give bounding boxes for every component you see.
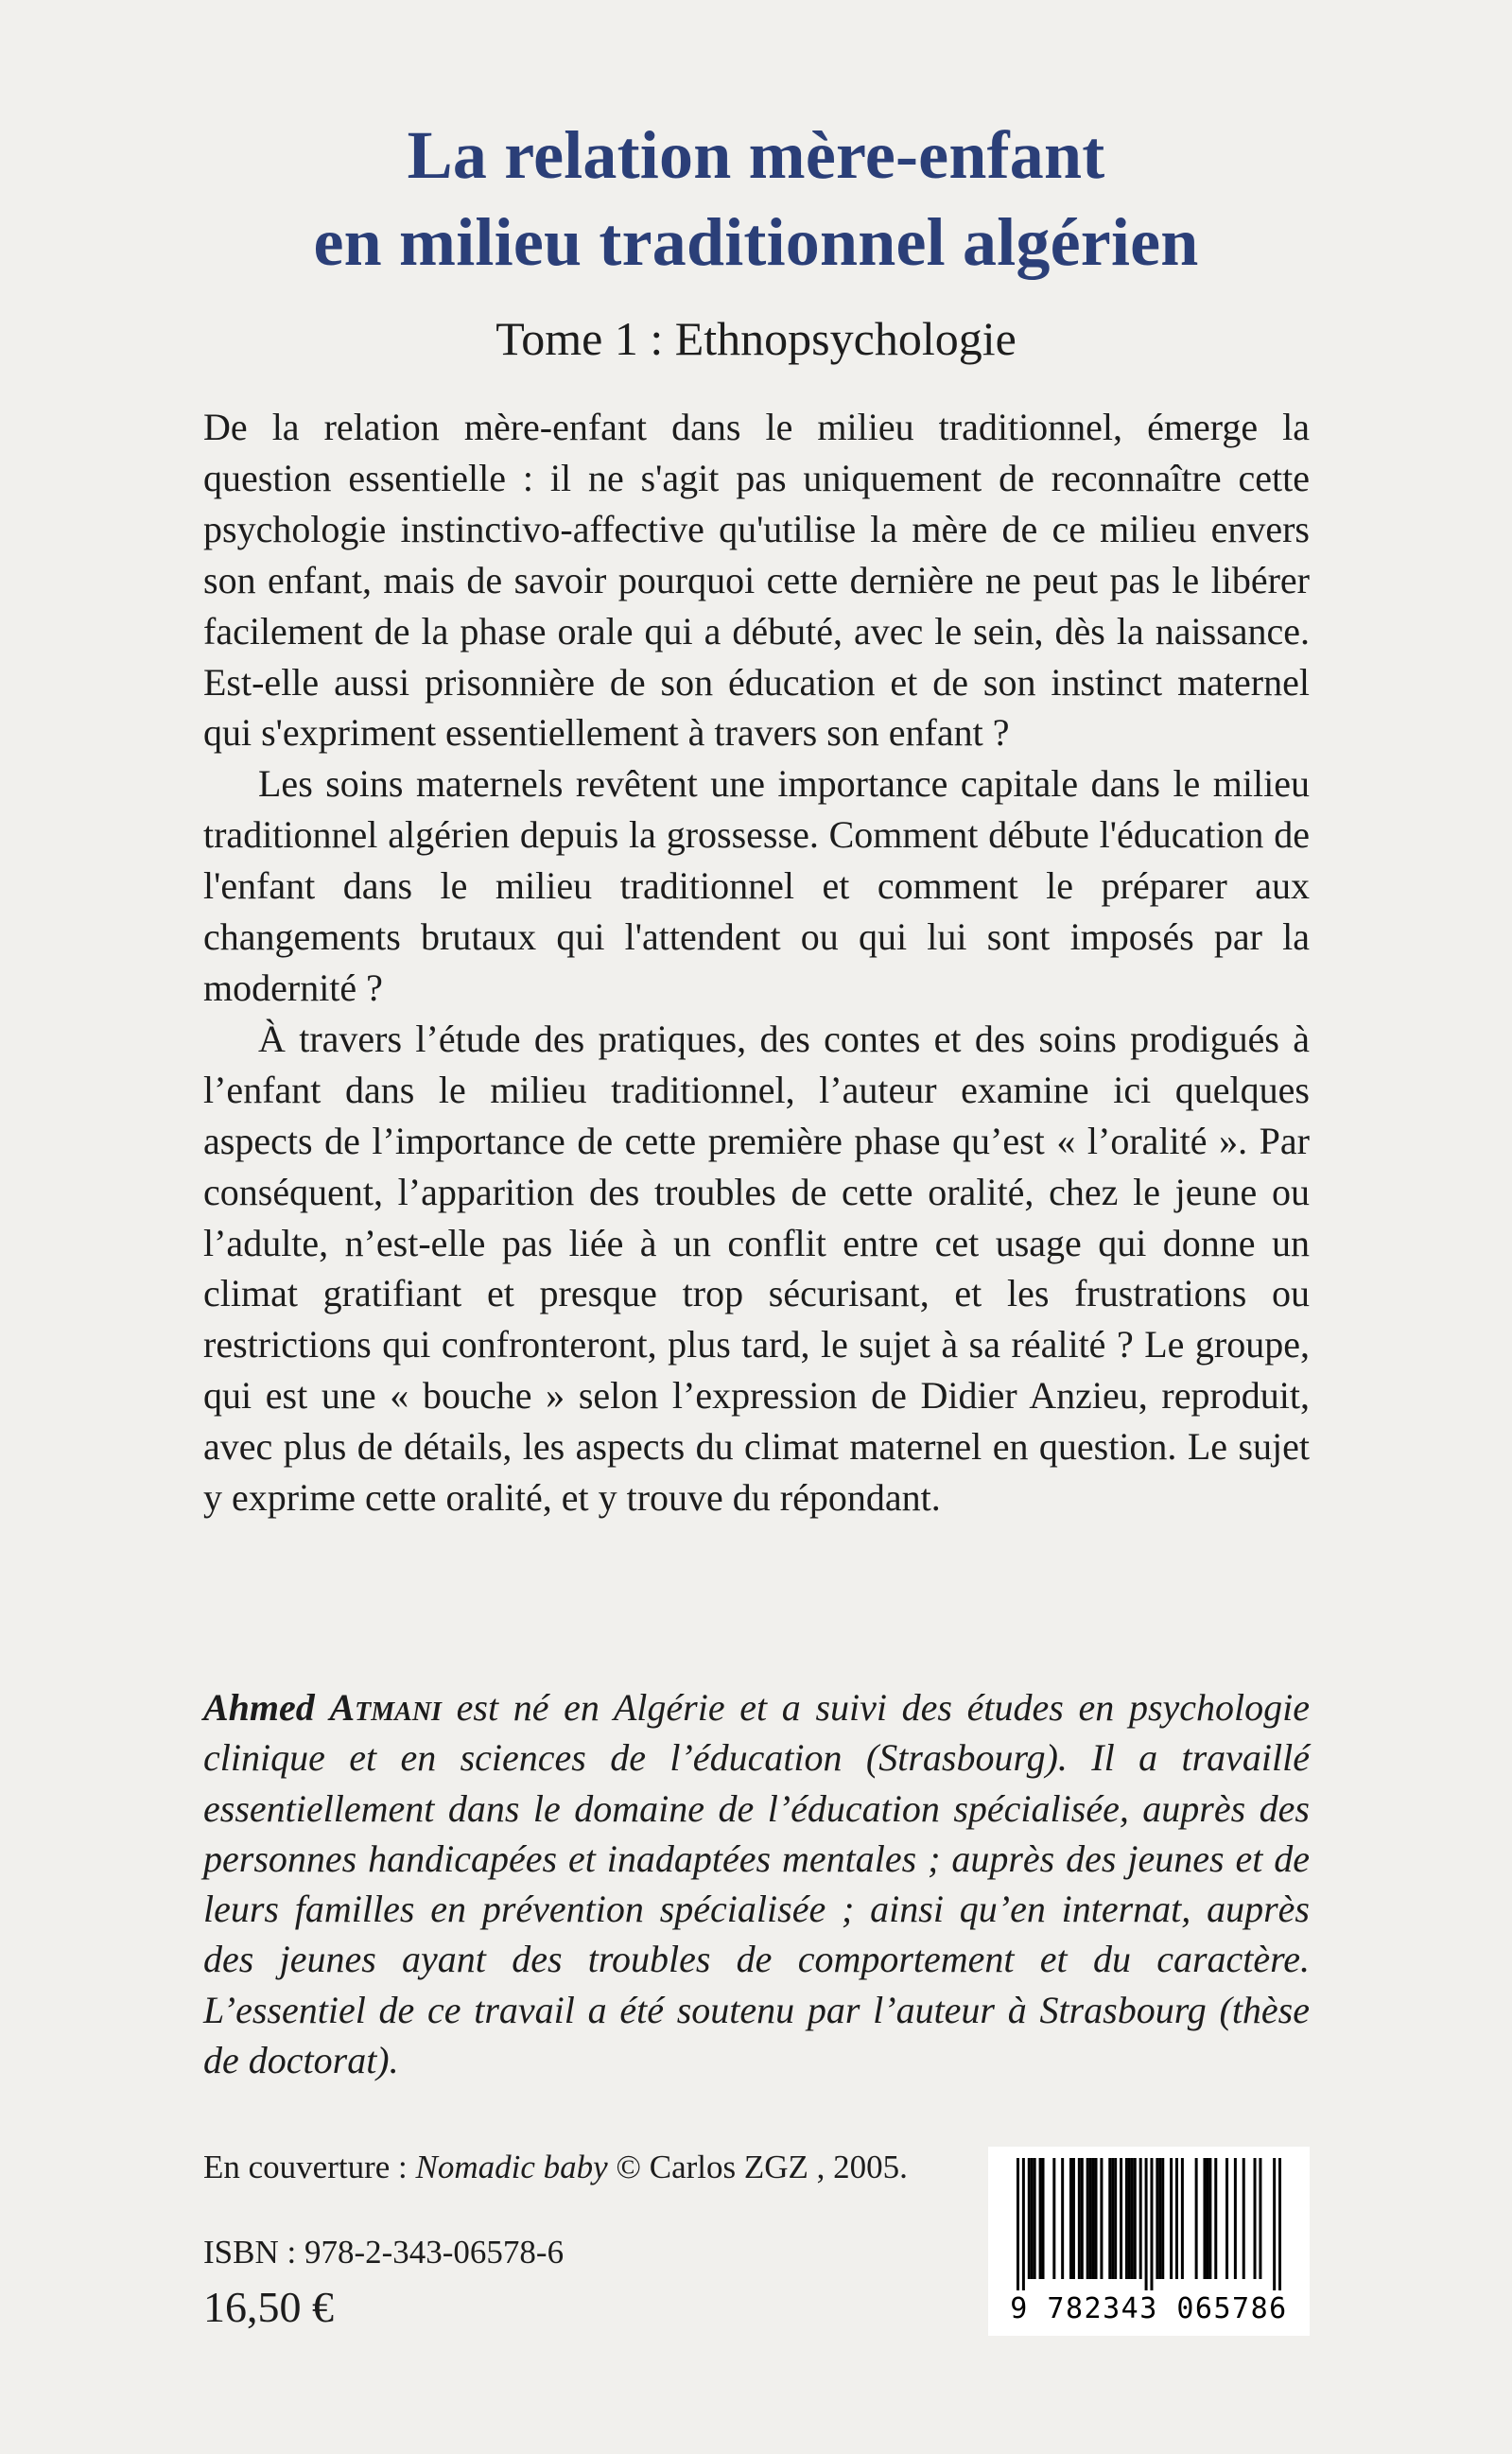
barcode-bar — [1181, 2158, 1184, 2279]
isbn: ISBN : 978-2-343-06578-6 — [203, 2234, 565, 2271]
barcode-bar — [1156, 2158, 1158, 2279]
barcode-bar — [1089, 2158, 1092, 2279]
barcode-bar — [1034, 2158, 1036, 2279]
cover-credit-suffix: © Carlos ZGZ , 2005. — [607, 2149, 908, 2185]
barcode-bar — [1100, 2158, 1103, 2279]
cover-credit — [203, 2147, 908, 2188]
barcode-bar — [1203, 2158, 1206, 2279]
book-title — [0, 112, 1512, 286]
barcode-bar — [1158, 2158, 1161, 2279]
barcode-bar — [1161, 2158, 1164, 2279]
barcode-bar — [1078, 2158, 1081, 2279]
barcode-bar — [1042, 2158, 1045, 2279]
barcode-bar — [1039, 2158, 1042, 2279]
barcode-bar — [1195, 2158, 1198, 2279]
book-subtitle: Tome 1 : Ethnopsychologie — [495, 312, 1017, 365]
author-bio-text: est né en Algérie et a suivi des études en psychologie clinique et en sciences de l’éducation (Strasbourg). Il a travaillé essentiellement dans le domaine de l’éducation spécialisée, auprès des personnes handicapées et inadaptées mentales ; auprès des jeunes et de leurs familles en prévention spécialisée ; ainsi qu’en internat, auprès des jeunes ayant des troubles de comportement et du caractère. L’essentiel de ce travail a été soutenu par l’auteur à Strasbourg (thèse de doctorat). — [203, 1686, 1310, 2082]
blurb-paragraph-3: À travers l’étude des pratiques, des contes et des soins prodigués à l’enfant dans le milieu traditionnel, l’auteur examine ici quelques aspects de l’importance de cette première phase qu’est « l’oralité ». Par conséquent, l’apparition des troubles de cette oralité, chez le jeune ou l’adulte, n’est-elle pas liée à un conflit entre cet usage qui donne un climat gratifiant et presque trop sécurisant, et les frustrations ou restrictions qui confronteront, plus tard, le sujet à sa réalité ? Le groupe, qui est une « bouche » selon l’expression de Didier Anzieu, reproduit, avec plus de détails, les aspects du climat maternel en question. Le sujet y exprime cette oralité, et y trouve du répondant. — [203, 1017, 1310, 1520]
barcode-bar — [1150, 2158, 1153, 2290]
barcode-bar — [1031, 2158, 1034, 2279]
barcode-bar — [1108, 2158, 1111, 2279]
barcode-bar — [1061, 2158, 1064, 2279]
barcode-bar — [1017, 2158, 1019, 2290]
barcode-bar — [1170, 2158, 1173, 2279]
barcode-bar — [1095, 2158, 1098, 2279]
barcode-bar — [1114, 2158, 1117, 2279]
barcode-bar — [1206, 2158, 1208, 2279]
barcode-bar — [1128, 2158, 1131, 2279]
barcode-bars — [1017, 2158, 1281, 2290]
book-title-line-2: en milieu traditionnel algérien — [313, 204, 1199, 280]
barcode-bar — [1125, 2158, 1128, 2279]
author-bio — [203, 1682, 1310, 2085]
barcode-bar — [1273, 2158, 1276, 2290]
barcode-bar — [1234, 2158, 1237, 2279]
barcode-bar — [1092, 2158, 1095, 2279]
author-surname: Atmani — [329, 1686, 442, 1729]
cover-artwork-title: Nomadic baby — [415, 2149, 608, 2185]
book-title-line-1: La relation mère-enfant — [407, 117, 1105, 193]
blurb-paragraph-2: Les soins maternels revêtent une importance capitale dans le milieu traditionnel algérien depuis la grossesse. Comment débute l'éducation de l'enfant dans le milieu traditionnel et comment le préparer aux changements brutaux qui l'attendent ou qui lui sont imposés par la modernité ? — [203, 762, 1310, 1009]
barcode-bar — [1111, 2158, 1114, 2279]
barcode-digits: 9 782343 065786 — [1010, 2292, 1288, 2325]
barcode-bar — [1131, 2158, 1134, 2279]
barcode-bar — [1052, 2158, 1055, 2279]
book-blurb — [203, 402, 1310, 1523]
barcode-bar — [1081, 2158, 1084, 2279]
barcode-bar — [1028, 2158, 1031, 2279]
barcode-bar — [1072, 2158, 1075, 2279]
barcode-bar — [1145, 2158, 1148, 2290]
barcode-bar — [1134, 2158, 1137, 2279]
cover-credit-prefix: En couverture : — [203, 2149, 416, 2185]
barcode-bar — [1225, 2158, 1228, 2279]
barcode-bar — [1278, 2158, 1281, 2290]
barcode-bar — [1022, 2158, 1025, 2290]
barcode-bar — [1086, 2158, 1089, 2279]
barcode-bar — [1243, 2158, 1245, 2279]
barcode-bar — [1208, 2158, 1211, 2279]
barcode-bar — [1254, 2158, 1257, 2279]
barcode-bar — [1120, 2158, 1122, 2279]
blurb-paragraph-1: De la relation mère-enfant dans le milieu traditionnel, émerge la question essentielle : il ne s'agit pas uniquement de reconnaître cette psychologie instinctivo-affective qu'utilise la mère de ce milieu envers son enfant, mais de savoir pourquoi cette dernière ne peut pas le libérer facilement de la phase orale qui a débuté, avec le sein, dès la naissance. Est-elle aussi prisonnière de son éducation et de son instinct maternel qui s'expriment essentiellement à travers son enfant ? — [203, 406, 1310, 755]
author-first-name: Ahmed — [203, 1686, 315, 1729]
price: 16,50 € — [203, 2283, 334, 2331]
barcode-bar — [1139, 2158, 1142, 2279]
barcode-bar — [1069, 2158, 1072, 2279]
barcode-bar — [1214, 2158, 1217, 2279]
barcode-bar — [1259, 2158, 1261, 2279]
barcode-bar — [1175, 2158, 1178, 2279]
barcode — [988, 2147, 1310, 2336]
